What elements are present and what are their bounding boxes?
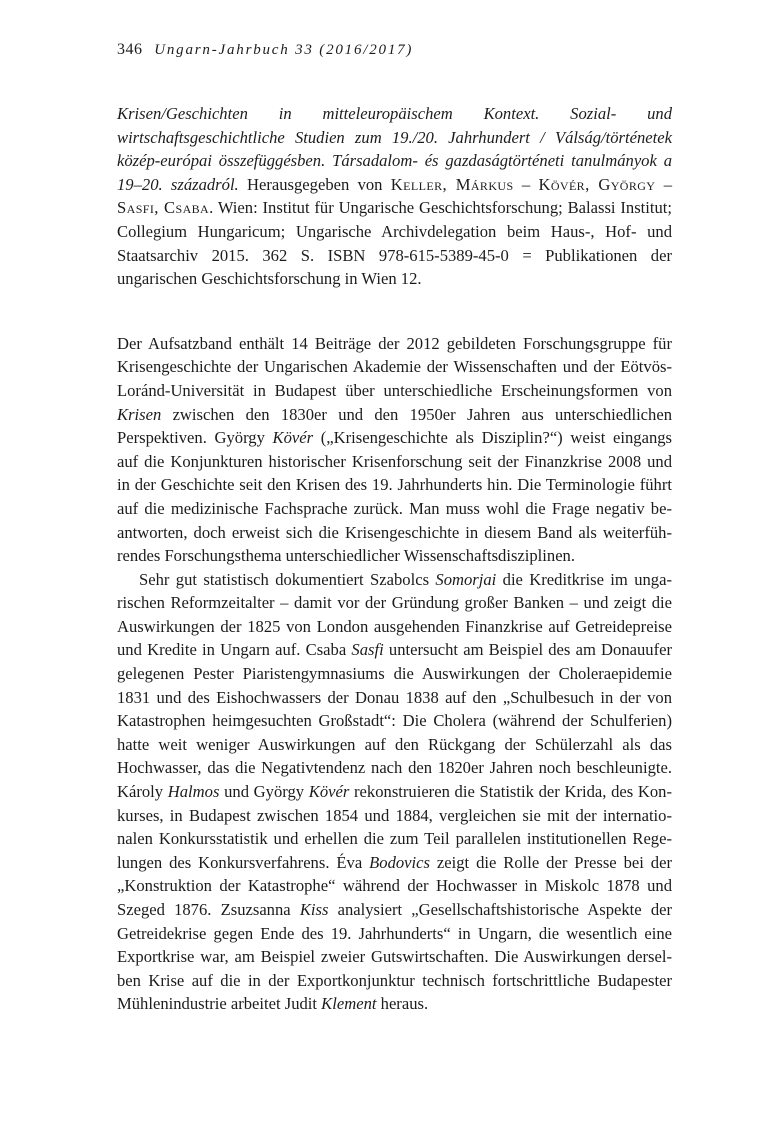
text-run: analysiert „Gesellschaftshistorische Aspekte der Getreidekrise gegen Ende des 19. Jahrhunderts“ in Ungarn, die wesentlich eine Exportkrise war, am Beispiel zweier Gutswirtschaften. Die Auswirkungen derselben Krise auf die in der Exportkonjunktur technisch fortschrittliche Budapester Mühlenindustrie arbeitet Judit [117,900,673,1014]
editors-label: Herausgegeben von [247,174,383,194]
author-name: Bodovics [369,852,430,872]
editor-name: Sasfi, Csaba [117,198,210,218]
editor-separator: – [663,174,672,194]
editor-name: Kövér, György [538,174,656,194]
page-number: 346 [117,41,143,58]
text-run: zeigt die Rolle der Presse bei der „Konstruktion der Katastrophe“ während der Hochwasser in Miskolc 1878 und Szeged 1876. Zsuzsanna [117,852,672,919]
text-run: Der Aufsatzband enthält 14 Beiträge der 2012 gebildeten Forschungsgruppe für Krisengeschichte der Ungarischen Akademie der Wissenschaften und der Eötvös-Loránd-Universität in Budapest über unterschiedliche Erscheinungsformen von [117,333,672,400]
paragraph [117,568,672,1016]
author-name: Somorjai [435,569,497,589]
review-body [117,332,672,1016]
page [117,40,672,1016]
editor-name: Keller, Márkus [390,174,514,194]
author-name: Sasfi [351,640,384,660]
text-run: Sehr gut statistisch dokumentiert Szabolcs [139,569,430,589]
book-title: Krisen/Geschichten in mitteleuropäischem Kontext. Sozial- und wirtschaftsgeschichtliche Studien zum 19./20. Jahrhundert / Válság/történetek közép-európai összefüggésben. Társadalom- és gazdaságtörténeti tanulmányok a 19–20. századról. [117,104,672,194]
bibliographic-entry: Krisen/Geschichten in mitteleuropäischem Kontext. Sozial- und wirtschaftsgeschichtliche Studien zum 19./20. Jahrhundert / Válság/történetek közép-európai összefüggésben. Társadalom- és gazdaságtörténeti tanulmányok a 19–20. századról. Herausgegeben von Keller, Márkus – Kövér, György – Sasfi, Csaba. Wien: Institut für Ungarische Geschichtsforschung; Balassi Institut; Collegium Hungaricum; Ungarische Archivdelegation beim Haus-, Hof- und Staatsarchiv 2015. 362 S. ISBN 978-615-5389-45-0 = Publikationen der ungarischen Geschichtsforschung in Wien 12. [117,104,673,289]
text-run: untersucht am Beispiel des am Donauufer gelegenen Pester Piaristengymnasiums die Auswirkungen der Choleraepidemie 1831 und des Eishochwassers der Donau 1838 auf den „Schulbesuch in der von Katastrophen heimgesuchten Großstadt“: Die Cholera (während der Schulferien) hatte weit weniger Auswirkungen auf den Rückgang der Schülerzahl als das Hochwasser, das die Negativtendenz nach den 1820er Jahren noch beschleunigte. Károly [117,640,672,802]
text-run: („Krisengeschichte als Disziplin?“) weist eingangs auf die Konjunkturen historischer Krisenforschung seit der Finanzkrise 2008 und in der Geschichte seit den Krisen des 19. Jahrhunderts hin. Die Terminologie führt auf die medizinische Fachsprache zurück. Man muss wohl die Frage negativ beantworten, doch erweist sich die Krisengeschichte in diesem Band als weiterführendes Forschungsthema unterschiedlicher Wissenschaftsdisziplinen. [117,428,672,566]
text-run: und György [224,782,305,802]
text-run: rekonstruieren die Statistik der Krida, des Konkurses, in Budapest zwischen 1854 und 1884, vergleichen sie mit der internationalen Konkursstatistik und erhellen die zum Teil parallelen institutionellen Regelungen des Konkursverfahrens. Éva [117,782,672,872]
author-name: Klement [321,994,377,1014]
author-name: Kövér [308,782,350,802]
running-head [117,40,672,60]
emphasis: Krisen [117,404,162,424]
journal-title: Ungarn-Jahrbuch 33 (2016/2017) [154,42,414,58]
paragraph [117,332,672,568]
text-run: heraus. [380,994,429,1014]
text-run: die Kreditkrise im ungarischen Reformzeitalter – damit vor der Gründung großer Banken – und zeigt die Auswirkungen der 1825 von London ausgehenden Finanzkrise auf Getreidepreise und Kredite in Ungarn auf. Csaba [117,569,672,660]
author-name: Halmos [167,782,220,802]
publication-details: Wien: Institut für Ungarische Geschichtsforschung; Balassi Institut; Collegium Hungaricum; Ungarische Archivdelegation beim Haus-, Hof- und Staatsarchiv 2015. 362 S. ISBN 978-615-5389-45-0 = Publikationen der ungarischen Geschichtsforschung in Wien 12. [117,198,673,289]
editor-separator: – [521,174,531,194]
text-run: zwischen den 1830er und den 1950er Jahren aus unterschiedlichen Perspektiven. György [117,404,672,448]
author-name: Kövér [272,428,314,448]
author-name: Kiss [299,900,329,919]
